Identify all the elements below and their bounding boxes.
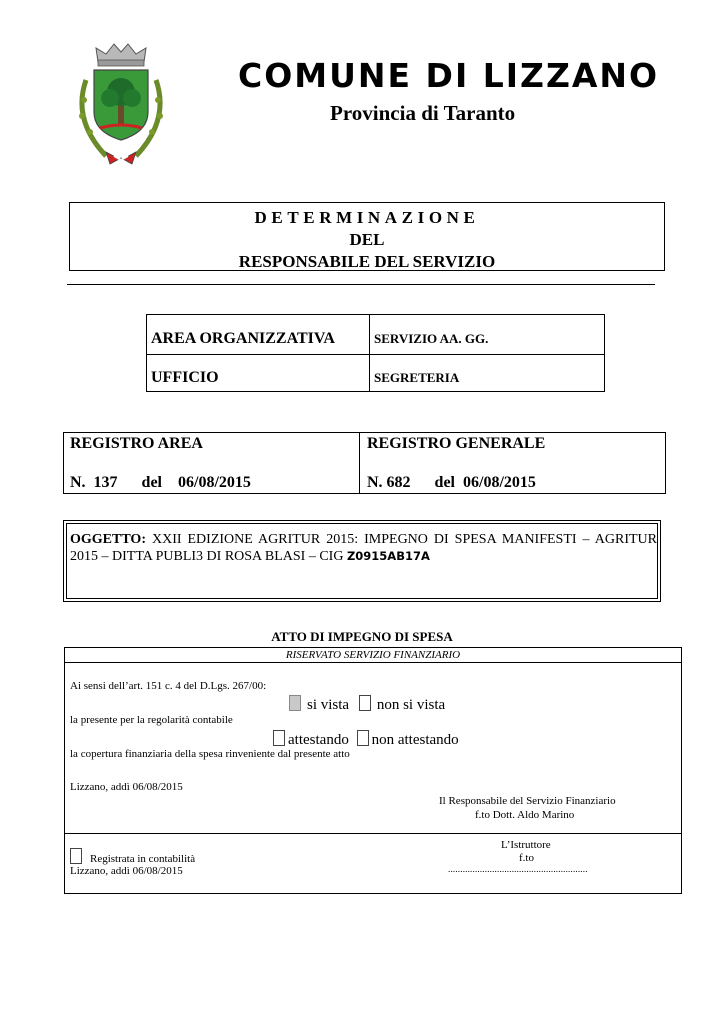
oggetto-text: [70, 531, 657, 565]
attestando-checkbox[interactable]: [273, 730, 285, 746]
non-attestando-label: non attestando: [371, 732, 459, 748]
responsabile-name: f.to Dott. Aldo Marino: [475, 809, 575, 821]
oggetto-description: XXII EDIZIONE AGRITUR 2015: IMPEGNO DI SPESA MANIFESTI – AGRITUR 2015 – DITTA PUBLI3 DI ROSA BLASI – CIG: [70, 532, 657, 564]
non-si-vista-checkbox[interactable]: [359, 695, 371, 711]
non-si-vista-label: non si vista: [376, 697, 446, 713]
section-divider: [65, 833, 681, 834]
luogo-data: Lizzano, addì 06/08/2015: [70, 781, 183, 793]
registrata-label: Registrata in contabilità: [90, 853, 196, 865]
table-divider: [147, 354, 604, 355]
responsabile-title: Il Responsabile del Servizio Finanziario: [439, 795, 616, 807]
regolarita-text: la presente per la regolarità contabile: [70, 714, 233, 726]
vista-options: [289, 695, 445, 714]
table-divider: [359, 433, 360, 493]
registro-generale-title: REGISTRO GENERALE: [367, 435, 546, 452]
istruttore-fto: f.to: [519, 852, 534, 864]
oggetto-box: [63, 520, 661, 602]
area-value: SERVIZIO AA. GG.: [374, 331, 489, 346]
registro-generale-number: N. 682 del 06/08/2015: [367, 474, 536, 491]
table-divider: [369, 315, 370, 391]
separator-line: [67, 284, 655, 285]
si-vista-checkbox[interactable]: [289, 695, 301, 711]
copertura-text: la copertura finanziaria della spesa rinveniente dal presente atto: [70, 748, 350, 760]
provincia-subtitle: Provincia di Taranto: [330, 101, 516, 125]
attestando-options: [273, 730, 459, 749]
determinazione-responsabile: RESPONSABILE DEL SERVIZIO: [238, 252, 496, 271]
registro-table: [63, 432, 666, 494]
ufficio-value: SEGRETERIA: [374, 370, 460, 385]
determinazione-del: DEL: [349, 230, 385, 249]
coat-of-arms-logo: [66, 40, 176, 168]
servizio-finanziario-box: [64, 647, 682, 894]
registrata-checkbox[interactable]: [70, 848, 82, 864]
ai-sensi-text: Ai sensi dell’art. 151 c. 4 del D.Lgs. 267/00:: [70, 680, 267, 692]
signature-line: .........................................................: [448, 864, 588, 874]
ufficio-label: UFFICIO: [151, 369, 219, 386]
non-attestando-checkbox[interactable]: [357, 730, 369, 746]
riservato-header: RISERVATO SERVIZIO FINANZIARIO: [65, 648, 681, 663]
istruttore-label: L’Istruttore: [501, 839, 551, 851]
atto-title: ATTO DI IMPEGNO DI SPESA: [271, 629, 453, 644]
determinazione-box: [69, 202, 665, 271]
attestando-label: attestando: [288, 732, 349, 748]
luogo-data-2: Lizzano, addì 06/08/2015: [70, 865, 183, 877]
oggetto-label: OGGETTO:: [70, 532, 146, 547]
area-label: AREA ORGANIZZATIVA: [151, 330, 335, 347]
area-table: [146, 314, 605, 392]
determinazione-title: DETERMINAZIONE: [254, 208, 480, 227]
cig-code: Z0915AB17A: [346, 549, 430, 563]
comune-title: COMUNE DI LIZZANO: [238, 56, 660, 95]
registro-area-number: N. 137 del 06/08/2015: [70, 474, 251, 491]
registrata-row: [70, 848, 195, 865]
registro-area-title: REGISTRO AREA: [70, 435, 203, 452]
si-vista-label: si vista: [307, 697, 350, 713]
